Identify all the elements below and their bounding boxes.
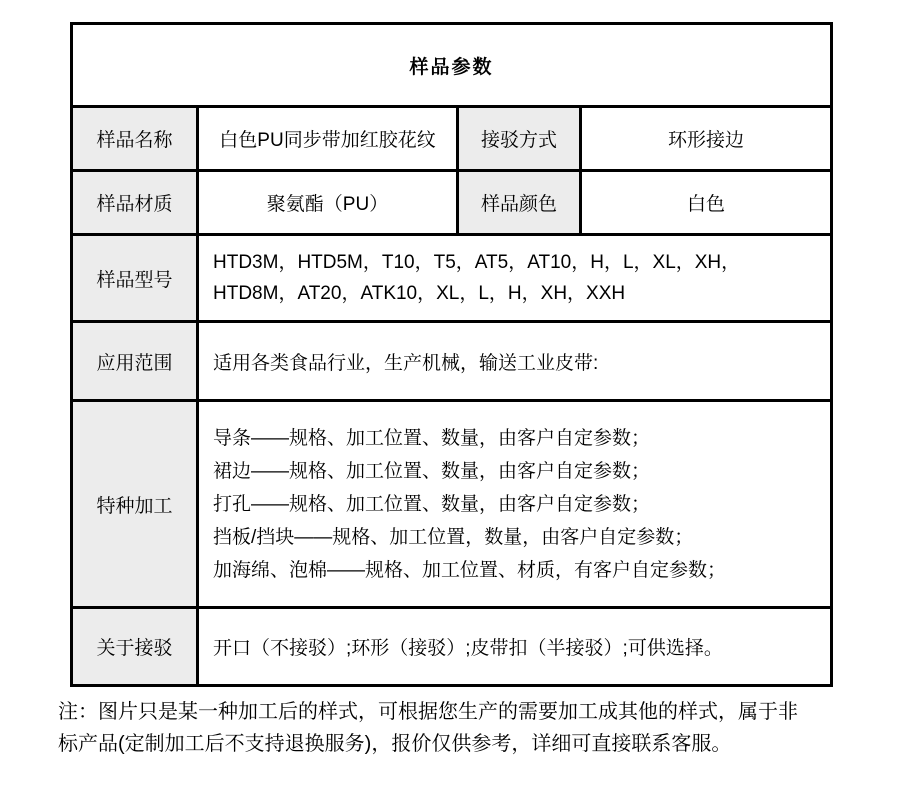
footnote — [58, 696, 858, 760]
special-processing-line: 加海绵、泡棉——规格、加工位置、材质，有客户自定参数； — [213, 559, 727, 581]
application-range-value: 适用各类食品行业，生产机械，输送工业皮带: — [198, 322, 832, 401]
sample-model-line: HTD8M，AT20，ATK10，XL，L，H，XH，XXH — [213, 283, 626, 304]
special-processing-line: 挡板/挡块——规格、加工位置，数量，由客户自定参数； — [213, 526, 694, 548]
table-row-application-range — [72, 322, 832, 401]
connection-method-label: 接驳方式 — [458, 107, 581, 171]
sample-model-label: 样品型号 — [72, 235, 198, 322]
about-connection-label: 关于接驳 — [72, 608, 198, 686]
sample-color-value: 白色 — [581, 171, 832, 235]
sample-material-label: 样品材质 — [72, 171, 198, 235]
footnote-line: 注：图片只是某一种加工后的样式，可根据您生产的需要加工成其他的样式，属于非 — [58, 701, 798, 723]
table-row-sample-name — [72, 107, 832, 171]
spec-table — [70, 22, 833, 687]
special-processing-label: 特种加工 — [72, 401, 198, 608]
table-row-sample-material — [72, 171, 832, 235]
footnote-line: 标产品(定制加工后不支持退换服务)，报价仅供参考，详细可直接联系客服。 — [58, 733, 732, 755]
about-connection-value: 开口（不接驳）;环形（接驳）;皮带扣（半接驳）;可供选择。 — [198, 608, 832, 686]
table-row-sample-model — [72, 235, 832, 322]
sample-name-label: 样品名称 — [72, 107, 198, 171]
special-processing-line: 裙边——规格、加工位置、数量，由客户自定参数； — [213, 460, 651, 482]
special-processing-value — [198, 401, 832, 608]
table-row-special-processing — [72, 401, 832, 608]
special-processing-line: 导条——规格、加工位置、数量，由客户自定参数； — [213, 427, 651, 449]
application-range-label: 应用范围 — [72, 322, 198, 401]
page-title: 样品参数 — [72, 24, 832, 107]
special-processing-line: 打孔——规格、加工位置、数量，由客户自定参数； — [213, 493, 651, 515]
sample-color-label: 样品颜色 — [458, 171, 581, 235]
sample-name-value: 白色PU同步带加红胶花纹 — [198, 107, 458, 171]
sample-material-value: 聚氨酯（PU） — [198, 171, 458, 235]
sample-model-line: HTD3M，HTD5M，T10，T5，AT5，AT10，H，L，XL，XH， — [213, 252, 741, 273]
table-title-row — [72, 24, 832, 107]
connection-method-value: 环形接边 — [581, 107, 832, 171]
sample-model-value — [198, 235, 832, 322]
table-row-about-connection — [72, 608, 832, 686]
